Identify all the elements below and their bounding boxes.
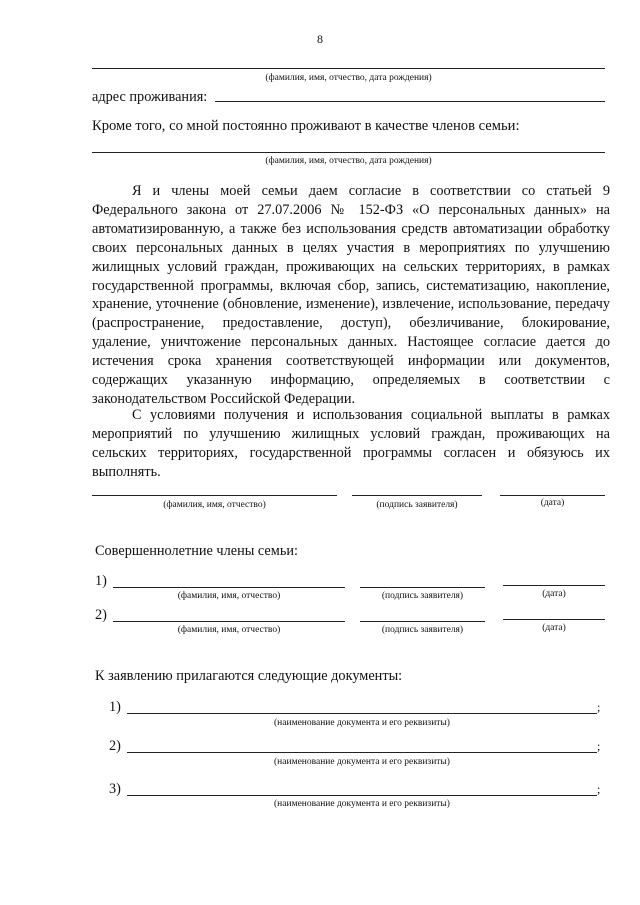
consent-text: Я и члены моей семьи даем согласие в соответствии со статьей 9 Федерального закона от 27.07.2006 № 152-ФЗ «О персональных данных» на автоматизированную, а также без использования средств автоматизации обработку своих персональных данных в целях участия в мероприятиях по улучшению жилищных условий граждан, проживающих на сельских территориях, в рамках государственной программы, включая сбор, запись, систематизацию, накопление, хранение, уточнение (обновление, изменение), извлечение, использование, передачу (распространение, предоставление, доступ), обезличивание, блокирование, удаление, уничтожение персональных данных. Настоящее согласие дается до истечения срока хранения соответствующей информации или документов, содержащих указанную информацию, определяемых в соответствии с законодательством Российской Федерации. <box>92 183 610 407</box>
adult-member-2-date-caption: (дата) <box>542 623 566 633</box>
document-2-number: 2) <box>109 738 121 754</box>
signature-sign-line[interactable] <box>352 495 482 496</box>
adult-member-2-sign-caption: (подпись заявителя) <box>381 625 464 635</box>
conditions-paragraph <box>92 406 610 482</box>
adult-member-1-sign-caption: (подпись заявителя) <box>381 591 464 601</box>
document-2-caption: (наименование документа и его реквизиты) <box>274 757 450 767</box>
document-1-end: ; <box>597 700 601 714</box>
page-number: 8 <box>317 32 323 46</box>
adult-member-2-fio-caption: (фамилия, имя, отчество) <box>177 625 281 635</box>
signature-date-line[interactable] <box>500 495 605 496</box>
adult-member-1-fio-line[interactable] <box>113 587 345 588</box>
document-2-line[interactable] <box>127 752 597 753</box>
adult-member-1-number: 1) <box>95 573 107 589</box>
address-label: адрес проживания: <box>92 89 208 105</box>
document-3-line[interactable] <box>127 795 597 796</box>
signature-fio-caption: (фамилия, имя, отчество) <box>163 500 266 510</box>
signature-fio-line[interactable] <box>92 495 337 496</box>
document-3-caption: (наименование документа и его реквизиты) <box>274 799 450 809</box>
document-2-end: ; <box>597 739 601 753</box>
document-1-line[interactable] <box>127 713 597 714</box>
adult-members-heading: Совершеннолетние члены семьи: <box>95 543 298 559</box>
document-1-number: 1) <box>109 699 121 715</box>
adult-member-2-sign-line[interactable] <box>360 621 485 622</box>
family-fio-line[interactable] <box>92 152 605 153</box>
adult-member-1-fio-caption: (фамилия, имя, отчество) <box>177 591 281 601</box>
address-line[interactable] <box>215 101 605 102</box>
adult-member-1-date-caption: (дата) <box>542 589 566 599</box>
documents-heading: К заявлению прилагаются следующие документы: <box>95 668 403 684</box>
applicant-fio-line[interactable] <box>92 68 605 69</box>
consent-paragraph <box>92 182 610 409</box>
document-3-number: 3) <box>109 781 121 797</box>
document-1-caption: (наименование документа и его реквизиты) <box>274 718 450 728</box>
family-fio-caption: (фамилия, имя, отчество, дата рождения) <box>265 156 432 166</box>
signature-sign-caption: (подпись заявителя) <box>376 500 458 510</box>
adult-member-2-fio-line[interactable] <box>113 621 345 622</box>
document-3-end: ; <box>597 782 601 796</box>
signature-date-caption: (дата) <box>540 498 565 508</box>
adult-member-2-number: 2) <box>95 607 107 623</box>
adult-member-2-date-line[interactable] <box>503 619 605 620</box>
adult-member-1-date-line[interactable] <box>503 585 605 586</box>
conditions-text: С условиями получения и использования социальной выплаты в рамках мероприятий по улучшению жилищных условий граждан, проживающих на сельских территориях, государственной программы согласен и обязуюсь их выполнять. <box>92 407 610 480</box>
adult-member-1-sign-line[interactable] <box>360 587 485 588</box>
applicant-fio-caption: (фамилия, имя, отчество, дата рождения) <box>265 73 432 83</box>
family-intro: Кроме того, со мной постоянно проживают в качестве членов семьи: <box>92 118 520 134</box>
